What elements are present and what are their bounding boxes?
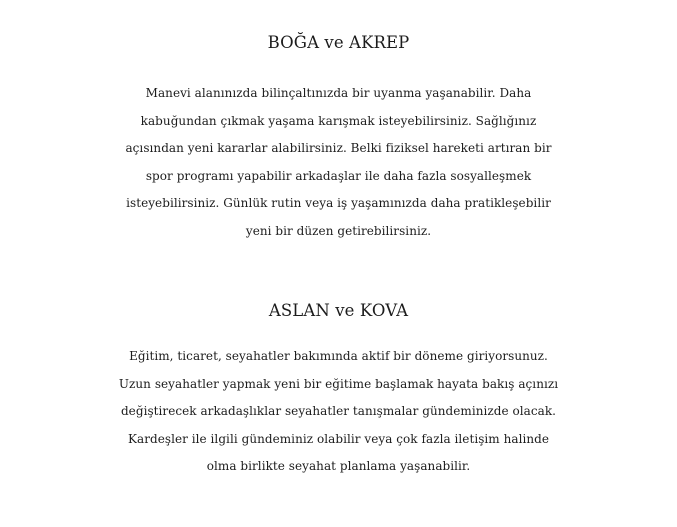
body-line: Manevi alanınızda bilinçaltınızda bir uyanma yaşanabilir. Daha xyxy=(145,86,532,100)
body-line: değiştirecek arkadaşlıklar seyahatler tanışmalar gündeminizde olacak. xyxy=(120,404,557,419)
body-line: isteyebilirsiniz. Günlük rutin veya iş yaşamınızda daha pratikleşebilir xyxy=(126,196,551,211)
body-line: Uzun seyahatler yapmak yeni bir eğitime başlamak hayata bakış açınızı xyxy=(118,376,559,391)
body-line: Kardeşler ile ilgili gündeminiz olabilir veya çok fazla iletişim halinde xyxy=(127,431,550,446)
body-line: kabuğundan çıkmak yaşama karışmak isteyebilirsiniz. Sağlığınız xyxy=(140,113,537,128)
body-line: olma birlikte seyahat planlama yaşanabilir. xyxy=(206,459,471,474)
body-line: yeni bir düzen getirebilirsiniz. xyxy=(245,223,432,238)
section-body-aslan-kova xyxy=(0,343,677,481)
section-title-aslan-kova: ASLAN ve KOVA xyxy=(268,301,409,320)
body-line: spor programı yapabilir arkadaşlar ile daha fazla sosyalleşmek xyxy=(145,168,532,183)
section-title-boga-akrep: BOĞA ve AKREP xyxy=(267,33,410,52)
section-body-boga-akrep xyxy=(0,80,677,246)
body-line: açısından yeni kararlar alabilirsiniz. Belki fiziksel hareketi artıran bir xyxy=(125,141,552,156)
body-line: Eğitim, ticaret, seyahatler bakımında aktif bir döneme giriyorsunuz. xyxy=(129,349,548,363)
